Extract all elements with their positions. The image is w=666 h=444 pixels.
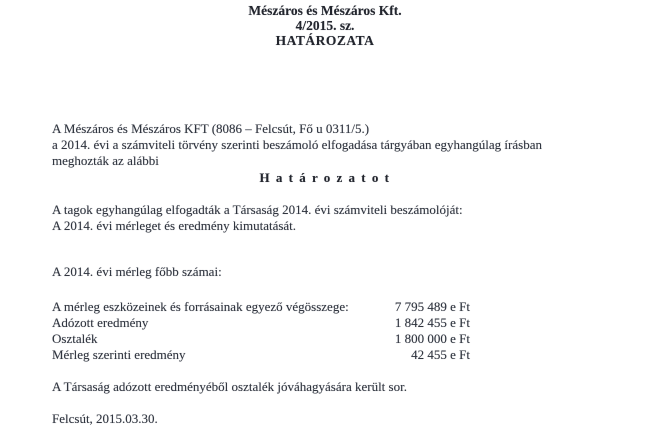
intro-paragraph bbox=[52, 121, 598, 186]
figure-value: 42 455 e Ft bbox=[411, 347, 470, 362]
body-line-1: A tagok egyhangúlag elfogadták a Társaság 2014. évi számviteli beszámolóját: bbox=[52, 202, 463, 217]
figure-value: 1 842 455 e Ft bbox=[394, 315, 470, 330]
table-row bbox=[52, 299, 470, 315]
figure-label: A mérleg eszközeinek és forrásainak egyező végösszege: bbox=[52, 299, 349, 314]
table-row bbox=[52, 331, 470, 347]
figure-value: 1 800 000 e Ft bbox=[394, 331, 470, 346]
figure-label: Adózott eredmény bbox=[52, 315, 149, 330]
body-paragraph bbox=[52, 202, 598, 234]
figures-table bbox=[52, 299, 470, 363]
table-row bbox=[52, 347, 470, 363]
resolution-number: 4/2015. sz. bbox=[295, 18, 355, 33]
intro-line-2: a 2014. évi a számviteli törvény szerinti beszámoló elfogadása tárgyában egyhangúlag írásban bbox=[52, 137, 542, 152]
figures-intro: A 2014. évi mérleg főbb számai: bbox=[52, 264, 222, 279]
company-name: Mészáros és Mészáros Kft. bbox=[248, 3, 402, 18]
figure-label: Mérleg szerinti eredmény bbox=[52, 347, 186, 362]
document-header bbox=[52, 0, 598, 48]
figure-value: 7 795 489 e Ft bbox=[394, 299, 470, 314]
closing-sentence: A Társaság adózott eredményéből osztalék jóváhagyására került sor. bbox=[52, 379, 407, 394]
document-content bbox=[52, 0, 598, 427]
date-line: Felcsút, 2015.03.30. bbox=[52, 411, 158, 426]
body-line-2: A 2014. évi mérleget és eredmény kimutatását. bbox=[52, 218, 297, 233]
document-title: HATÁROZATA bbox=[275, 33, 375, 48]
resolution-heading: H a t á r o z a t o t bbox=[259, 170, 391, 185]
table-row bbox=[52, 315, 470, 331]
figure-label: Osztalék bbox=[52, 331, 98, 346]
intro-line-1: A Mészáros és Mészáros KFT (8086 – Felcsút, Fő u 0311/5.) bbox=[52, 121, 370, 136]
intro-line-3: meghozták az alábbi bbox=[52, 153, 159, 168]
